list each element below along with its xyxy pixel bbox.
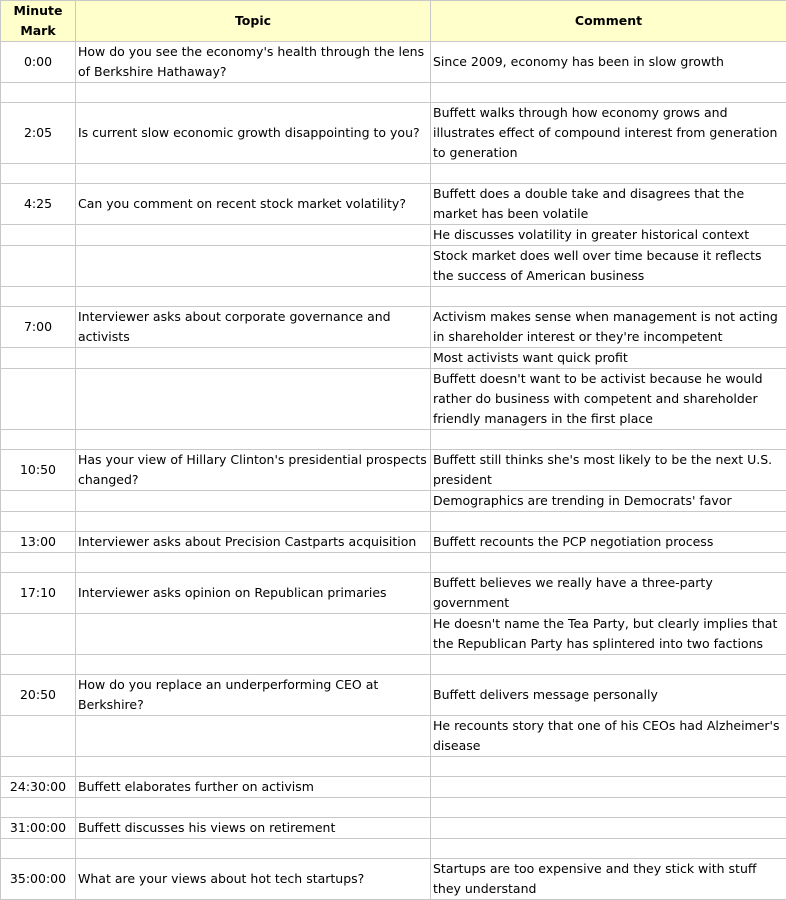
topic-cell[interactable]: Has your view of Hillary Clinton's presidential prospects changed? xyxy=(76,450,431,491)
comment-cell[interactable]: Since 2009, economy has been in slow growth xyxy=(431,42,786,83)
topic-cell[interactable] xyxy=(76,839,431,859)
comment-cell[interactable] xyxy=(431,818,786,839)
topic-cell[interactable]: Interviewer asks about Precision Castparts acquisition xyxy=(76,532,431,553)
comment-cell[interactable]: Buffett still thinks she's most likely to be the next U.S. president xyxy=(431,450,786,491)
minute-cell[interactable] xyxy=(1,430,76,450)
table-row xyxy=(1,777,786,798)
comment-cell[interactable]: Buffett delivers message personally xyxy=(431,675,786,716)
table-row xyxy=(1,246,786,287)
table-row xyxy=(1,839,786,859)
topic-cell[interactable] xyxy=(76,83,431,103)
minute-cell[interactable]: 20:50 xyxy=(1,675,76,716)
table-row xyxy=(1,716,786,757)
header-row xyxy=(1,1,786,42)
topic-cell[interactable]: How do you replace an underperforming CEO at Berkshire? xyxy=(76,675,431,716)
table-row xyxy=(1,491,786,512)
table-row xyxy=(1,450,786,491)
table-row xyxy=(1,818,786,839)
minute-cell[interactable]: 35:00:00 xyxy=(1,859,76,900)
topic-cell[interactable] xyxy=(76,614,431,655)
minute-cell[interactable]: 10:50 xyxy=(1,450,76,491)
topic-cell[interactable]: Is current slow economic growth disappointing to you? xyxy=(76,103,431,164)
comment-cell[interactable]: Buffett does a double take and disagrees that the market has been volatile xyxy=(431,184,786,225)
topic-cell[interactable]: Can you comment on recent stock market volatility? xyxy=(76,184,431,225)
minute-cell[interactable] xyxy=(1,655,76,675)
comment-cell[interactable]: Startups are too expensive and they stick with stuff they understand xyxy=(431,859,786,900)
comment-cell[interactable] xyxy=(431,777,786,798)
minute-cell[interactable]: 7:00 xyxy=(1,307,76,348)
table-row xyxy=(1,798,786,818)
comment-cell[interactable] xyxy=(431,839,786,859)
table-row xyxy=(1,553,786,573)
minute-cell[interactable]: 17:10 xyxy=(1,573,76,614)
comment-cell[interactable]: Demographics are trending in Democrats' favor xyxy=(431,491,786,512)
minute-cell[interactable] xyxy=(1,246,76,287)
minute-cell[interactable] xyxy=(1,757,76,777)
topic-cell[interactable]: Buffett elaborates further on activism xyxy=(76,777,431,798)
topic-cell[interactable] xyxy=(76,430,431,450)
table-row xyxy=(1,348,786,369)
minute-cell[interactable]: 13:00 xyxy=(1,532,76,553)
table-row xyxy=(1,757,786,777)
comment-cell[interactable]: Most activists want quick profit xyxy=(431,348,786,369)
topic-cell[interactable] xyxy=(76,246,431,287)
minute-cell[interactable]: 4:25 xyxy=(1,184,76,225)
table-row xyxy=(1,83,786,103)
minute-cell[interactable]: 31:00:00 xyxy=(1,818,76,839)
comment-cell[interactable] xyxy=(431,512,786,532)
minute-cell[interactable] xyxy=(1,164,76,184)
table-row xyxy=(1,675,786,716)
table-row xyxy=(1,655,786,675)
table-row xyxy=(1,369,786,430)
comment-cell[interactable]: Buffett recounts the PCP negotiation process xyxy=(431,532,786,553)
comment-cell[interactable] xyxy=(431,655,786,675)
table-row xyxy=(1,287,786,307)
topic-cell[interactable] xyxy=(76,491,431,512)
topic-cell[interactable] xyxy=(76,369,431,430)
table-row xyxy=(1,184,786,225)
table-row xyxy=(1,532,786,553)
topic-cell[interactable]: Interviewer asks opinion on Republican primaries xyxy=(76,573,431,614)
comment-cell[interactable]: He doesn't name the Tea Party, but clearly implies that the Republican Party has splintered into two factions xyxy=(431,614,786,655)
comment-cell[interactable] xyxy=(431,287,786,307)
header-minute-mark[interactable]: Minute Mark xyxy=(1,1,76,42)
comment-cell[interactable] xyxy=(431,757,786,777)
minute-cell[interactable]: 2:05 xyxy=(1,103,76,164)
comment-cell[interactable]: Buffett believes we really have a three-party government xyxy=(431,573,786,614)
table-row xyxy=(1,307,786,348)
comment-cell[interactable] xyxy=(431,430,786,450)
comment-cell[interactable]: Buffett walks through how economy grows and illustrates effect of compound interest from generation to generation xyxy=(431,103,786,164)
table-row xyxy=(1,573,786,614)
table-row xyxy=(1,225,786,246)
minute-cell[interactable] xyxy=(1,348,76,369)
comment-cell[interactable]: Activism makes sense when management is not acting in shareholder interest or they're incompetent xyxy=(431,307,786,348)
minute-cell[interactable] xyxy=(1,798,76,818)
minute-cell[interactable] xyxy=(1,716,76,757)
topic-cell[interactable] xyxy=(76,716,431,757)
table-row xyxy=(1,859,786,900)
comment-cell[interactable]: He recounts story that one of his CEOs had Alzheimer's disease xyxy=(431,716,786,757)
minute-cell[interactable] xyxy=(1,491,76,512)
comment-cell[interactable]: Buffett doesn't want to be activist because he would rather do business with competent and shareholder friendly managers in the first place xyxy=(431,369,786,430)
table-row xyxy=(1,614,786,655)
minute-cell[interactable] xyxy=(1,614,76,655)
comment-cell[interactable] xyxy=(431,83,786,103)
table-row xyxy=(1,430,786,450)
topic-cell[interactable] xyxy=(76,553,431,573)
topic-cell[interactable] xyxy=(76,287,431,307)
comment-cell[interactable] xyxy=(431,798,786,818)
topic-cell[interactable] xyxy=(76,348,431,369)
topic-cell[interactable] xyxy=(76,655,431,675)
topic-cell[interactable]: What are your views about hot tech startups? xyxy=(76,859,431,900)
minute-cell[interactable] xyxy=(1,553,76,573)
table-row xyxy=(1,164,786,184)
table-row xyxy=(1,42,786,83)
header-comment[interactable]: Comment xyxy=(431,1,786,42)
minute-cell[interactable] xyxy=(1,83,76,103)
minute-cell[interactable] xyxy=(1,512,76,532)
minute-cell[interactable] xyxy=(1,225,76,246)
comment-cell[interactable]: Stock market does well over time because it reflects the success of American business xyxy=(431,246,786,287)
header-topic[interactable]: Topic xyxy=(76,1,431,42)
minute-cell[interactable]: 0:00 xyxy=(1,42,76,83)
minute-cell[interactable]: 24:30:00 xyxy=(1,777,76,798)
minute-cell[interactable] xyxy=(1,369,76,430)
topic-cell[interactable]: Buffett discusses his views on retirement xyxy=(76,818,431,839)
table-row xyxy=(1,512,786,532)
topic-cell[interactable] xyxy=(76,164,431,184)
topic-cell[interactable] xyxy=(76,512,431,532)
comment-cell[interactable] xyxy=(431,164,786,184)
topic-cell[interactable] xyxy=(76,798,431,818)
topic-cell[interactable]: How do you see the economy's health through the lens of Berkshire Hathaway? xyxy=(76,42,431,83)
topic-cell[interactable] xyxy=(76,225,431,246)
topic-cell[interactable]: Interviewer asks about corporate governance and activists xyxy=(76,307,431,348)
minute-cell[interactable] xyxy=(1,839,76,859)
comment-cell[interactable]: He discusses volatility in greater historical context xyxy=(431,225,786,246)
comment-cell[interactable] xyxy=(431,553,786,573)
topic-cell[interactable] xyxy=(76,757,431,777)
table-row xyxy=(1,103,786,164)
minute-cell[interactable] xyxy=(1,287,76,307)
